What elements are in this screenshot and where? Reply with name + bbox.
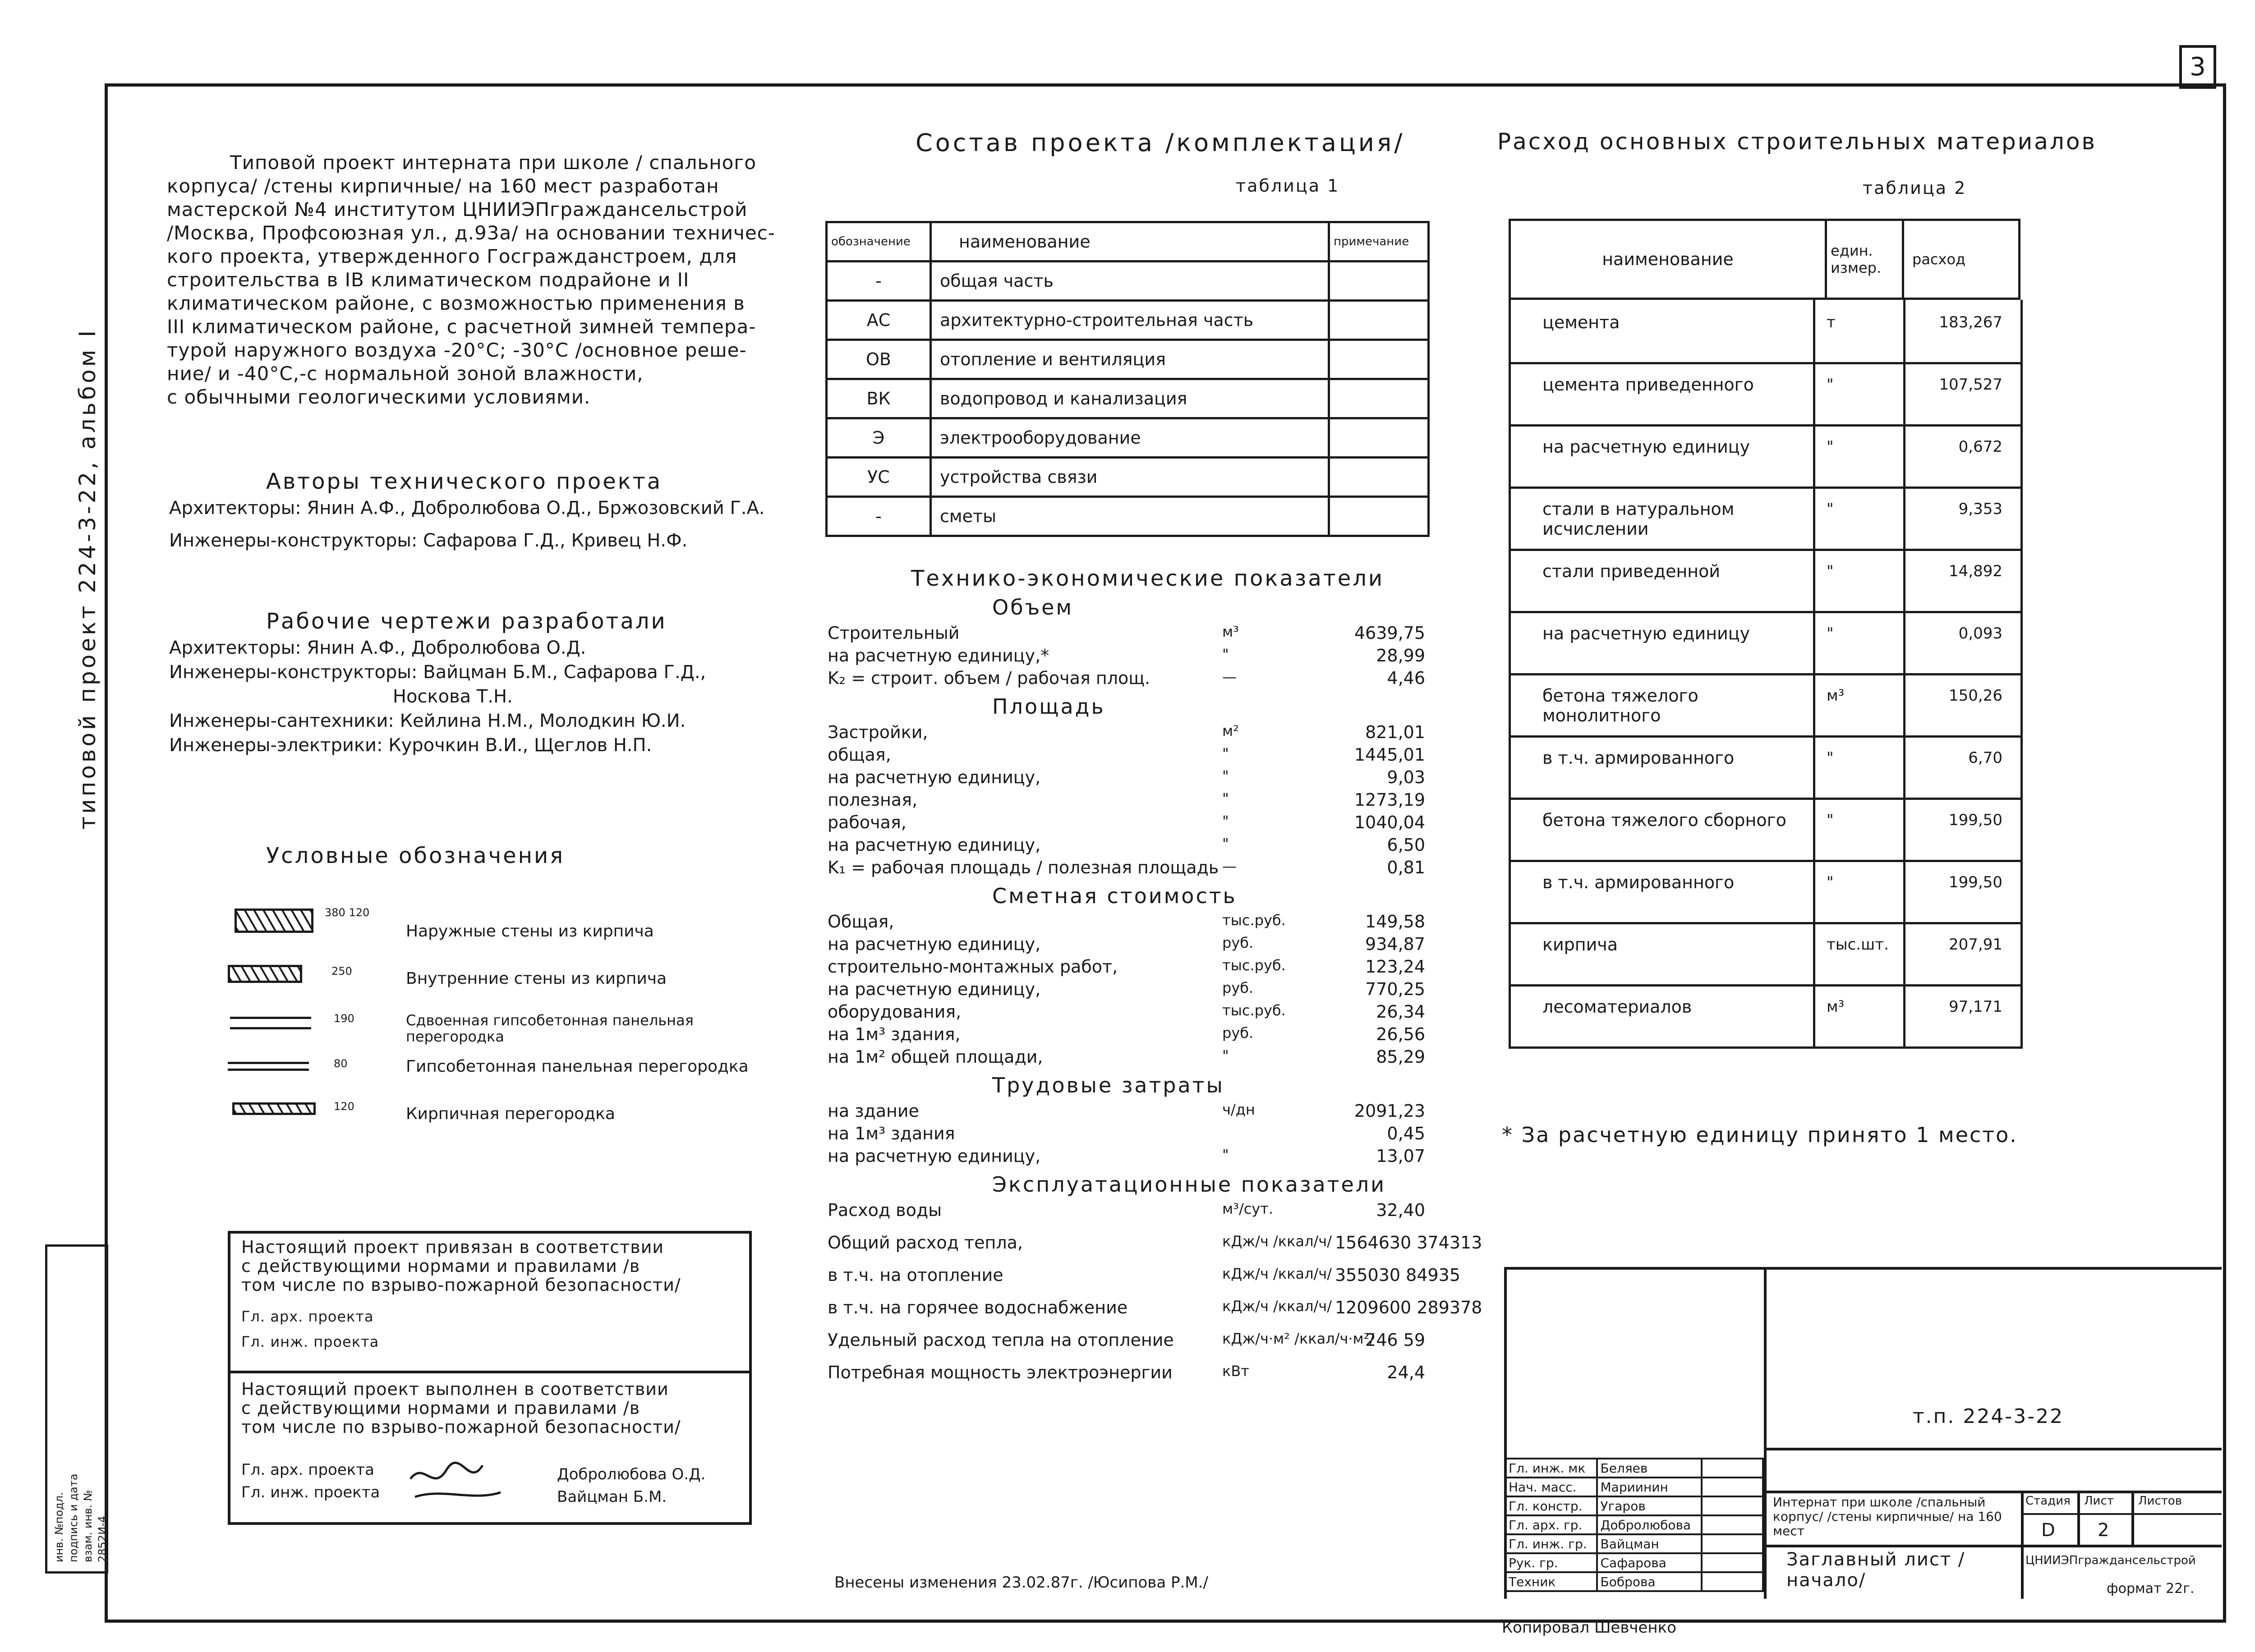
- tei-row-label: полезная,: [828, 790, 918, 810]
- tei-row-unit: кДж/ч /ккал/ч/: [1222, 1298, 1332, 1315]
- tei-row-value: 0,45: [1387, 1124, 1425, 1143]
- table-row: Гл. арх. гр. Добролюбова: [1505, 1515, 1763, 1534]
- tei-row-unit: кДж/ч /ккал/ч/: [1222, 1233, 1332, 1250]
- table1-header-code: обозначение: [827, 222, 931, 262]
- footnote: * За расчетную единицу принято 1 место.: [1502, 1123, 2018, 1147]
- material-name: кирпича: [1542, 935, 1618, 954]
- project-code: т.п. 224-3-22: [1913, 1405, 2064, 1428]
- material-value: 183,267: [1939, 313, 2002, 331]
- material-name: на расчетную единицу: [1542, 437, 1750, 457]
- material-unit: м³: [1827, 998, 1845, 1016]
- tei-row-value: 149,58: [1365, 912, 1425, 932]
- tei-row-unit: ": [1222, 1047, 1229, 1064]
- table-row: - сметы: [827, 497, 1429, 536]
- left-stamp-sign: подпись и дата: [67, 1473, 80, 1562]
- tei-row-label: на здание: [828, 1101, 919, 1121]
- tei-row-unit: ": [1222, 767, 1229, 785]
- tei-row-value: 1209600 289378: [1335, 1298, 1482, 1317]
- legend-label-4: Кирпичная перегородка: [406, 1105, 615, 1123]
- tei-row-value: 32,40: [1376, 1200, 1425, 1220]
- tei-row-unit: руб.: [1222, 1024, 1254, 1042]
- left-stamp: [45, 1244, 108, 1574]
- tei-row-label: на расчетную единицу,: [828, 835, 1041, 855]
- table-row: ОВ отопление и вентиляция: [827, 340, 1429, 379]
- sheets-label: Листов: [2138, 1494, 2182, 1508]
- copied-by: Копировал Шевченко: [1502, 1619, 1676, 1637]
- table-row: - общая часть: [827, 262, 1429, 301]
- material-name: лесоматериалов: [1542, 997, 1692, 1017]
- tei-row-unit: м³/сут.: [1222, 1200, 1274, 1217]
- table2: [1509, 219, 2020, 300]
- tei-row-value: 4,46: [1387, 668, 1425, 688]
- tei-row-unit: ": [1222, 812, 1229, 830]
- legend-dims-4: 120: [334, 1100, 354, 1113]
- tei-row-label: рабочая,: [828, 812, 907, 832]
- tei-row-value: 4639,75: [1354, 623, 1425, 643]
- table-row: [1509, 362, 2023, 427]
- legend-label-2: Сдвоенная гипсобетонная панельная перегородка: [406, 1012, 694, 1045]
- tei-row-value: 821,01: [1365, 722, 1425, 742]
- tei-row-value: 85,29: [1376, 1047, 1425, 1067]
- tei-row-value: 28,99: [1376, 646, 1425, 665]
- tei-row-unit: ": [1222, 835, 1229, 852]
- legend-dims-1: 250: [331, 965, 352, 977]
- table2-header-value: расход: [1903, 220, 2020, 299]
- tei-row-value: 26,34: [1376, 1002, 1425, 1022]
- tei-row-value: 355030 84935: [1335, 1265, 1461, 1285]
- tei-row-value: 1564630 374313: [1335, 1233, 1482, 1253]
- changes-note: Внесены изменения 23.02.87г. /Юсипова Р.М./: [834, 1574, 1208, 1592]
- table-row: [1509, 798, 2023, 862]
- tei-row-value: 6,50: [1387, 835, 1425, 855]
- tei-row-unit: ": [1222, 745, 1229, 762]
- sheet-title: Заглавный лист /начало/: [1786, 1549, 1965, 1591]
- stage-value: D: [2041, 1520, 2055, 1541]
- tei-row-label: на 1м³ здания: [828, 1124, 955, 1143]
- table-row: Нач. масс. Мариинин: [1505, 1478, 1763, 1496]
- table-row: УС устройства связи: [827, 458, 1429, 497]
- tei-row-label: K₁ = рабочая площадь / полезная площадь: [828, 858, 1219, 877]
- tei-row-unit: руб.: [1222, 979, 1254, 996]
- material-unit: ": [1827, 562, 1834, 580]
- tei-row-unit: ": [1222, 790, 1229, 807]
- material-name: стали в натуральном исчислении: [1542, 499, 1735, 539]
- table1-title: Состав проекта /комплектация/: [916, 128, 1405, 157]
- material-name: бетона тяжелого сборного: [1542, 810, 1786, 830]
- material-name: на расчетную единицу: [1542, 624, 1750, 643]
- material-name: цемента: [1542, 312, 1620, 332]
- tei-section-title: Эксплуатационные показатели: [992, 1172, 1386, 1197]
- tei-row-unit: —: [1222, 668, 1237, 685]
- table-row: [1509, 860, 2023, 924]
- tei-row-value: 1273,19: [1354, 790, 1425, 810]
- tei-row-label: оборудования,: [828, 1002, 962, 1022]
- material-unit: ": [1827, 376, 1834, 394]
- tei-row-unit: тыс.руб.: [1222, 957, 1286, 974]
- material-unit: ": [1827, 873, 1834, 891]
- table-row: ВК водопровод и канализация: [827, 379, 1429, 418]
- material-name: в т.ч. армированного: [1542, 872, 1735, 892]
- stage-label: Стадия: [2025, 1494, 2071, 1508]
- legend-title: Условные обозначения: [266, 843, 565, 868]
- compliance-block-1: Настоящий проект привязан в соответствии с действующими нормами и правилами /в том числе по взрыво-пожарной безопасности/ Гл. арх. проекта Гл. инж. проекта: [241, 1237, 681, 1350]
- table-row: [1509, 984, 2023, 1049]
- table-row: Гл. инж. гр. Вайцман: [1505, 1534, 1763, 1553]
- table1-subtitle: таблица 1: [1236, 176, 1340, 196]
- table-row: Э электрооборудование: [827, 418, 1429, 458]
- tei-row-value: 24,4: [1387, 1363, 1425, 1382]
- sheet-number: 3: [2179, 45, 2216, 89]
- tei-row-label: на расчетную единицу,: [828, 979, 1041, 999]
- tei-row-label: на расчетную единицу,*: [828, 646, 1049, 665]
- sheet-label: Лист: [2084, 1494, 2114, 1508]
- tei-row-label: строительно-монтажных работ,: [828, 957, 1118, 977]
- authors-lines: Архитекторы: Янин А.Ф., Добролюбова О.Д., Бржозовский Г.А. Инженеры-конструкторы: Сафарова Г.Д., Кривец Н.Ф.: [169, 498, 765, 551]
- compliance-block-2: Настоящий проект выполнен в соответствии с действующими нормами и правилами /в том числе по взрыво-пожарной безопасности/: [241, 1379, 681, 1437]
- tei-section-title: Площадь: [992, 694, 1105, 719]
- table-row: [1509, 424, 2023, 489]
- tei-section-title: Сметная стоимость: [992, 884, 1237, 908]
- material-value: 107,527: [1939, 376, 2002, 394]
- material-value: 199,50: [1949, 873, 2002, 891]
- legend-label-3: Гипсобетонная панельная перегородка: [406, 1057, 749, 1076]
- tei-row-value: 13,07: [1376, 1146, 1425, 1166]
- material-unit: ": [1827, 749, 1834, 767]
- tei-row-unit: м³: [1222, 623, 1239, 640]
- left-stamp-inv: инв. №подл.: [53, 1492, 65, 1562]
- tei-section-title: Трудовые затраты: [992, 1073, 1224, 1097]
- tei-row-unit: ": [1222, 646, 1229, 663]
- material-value: 150,26: [1949, 687, 2002, 705]
- material-unit: ": [1827, 624, 1834, 642]
- left-stamp-number: 2852И-4: [96, 1516, 109, 1562]
- table-row: [1509, 549, 2023, 613]
- legend-double-partition-symbol: [230, 1017, 311, 1029]
- legend-inner-wall-symbol: [228, 965, 302, 983]
- tei-row-label: в т.ч. на горячее водоснабжение: [828, 1298, 1128, 1317]
- tei-row-value: 123,24: [1365, 957, 1425, 977]
- table-row: Гл. констр. Угаров: [1505, 1496, 1763, 1515]
- table2-header-name: наименование: [1510, 220, 1826, 299]
- legend-panel-partition-symbol: [228, 1062, 309, 1071]
- tei-row-value: 1040,04: [1354, 812, 1425, 832]
- material-unit: ": [1827, 438, 1834, 456]
- tei-row-unit: —: [1222, 858, 1237, 875]
- table-row: [1509, 611, 2023, 675]
- table-row: АС архитектурно-строительная часть: [827, 301, 1429, 340]
- table-row: [1509, 922, 2023, 987]
- signature-icon: [406, 1452, 505, 1506]
- table-row: [1509, 673, 2023, 738]
- tei-row-label: Расход воды: [828, 1200, 942, 1220]
- material-unit: ": [1827, 500, 1834, 518]
- tei-row-label: на 1м³ здания,: [828, 1024, 961, 1044]
- material-value: 199,50: [1949, 811, 2002, 829]
- table-row: [1509, 300, 2023, 364]
- legend-dims-3: 80: [334, 1057, 348, 1070]
- material-value: 6,70: [1968, 749, 2002, 767]
- tei-row-unit: тыс.руб.: [1222, 912, 1286, 929]
- table1: [825, 221, 1430, 537]
- table-row: [1509, 735, 2023, 800]
- tei-row-value: 770,25: [1365, 979, 1425, 999]
- tei-row-value: 26,56: [1376, 1024, 1425, 1044]
- legend-label-0: Наружные стены из кирпича: [406, 922, 654, 941]
- left-stamp-replace: взам. инв. №: [82, 1490, 94, 1562]
- material-value: 9,353: [1958, 500, 2002, 518]
- tei-row-label: Строительный: [828, 623, 960, 643]
- tei-row-value: 934,87: [1365, 934, 1425, 954]
- tei-section-title: Объем: [992, 595, 1074, 620]
- material-name: бетона тяжелого монолитного: [1542, 686, 1698, 725]
- sheet-value: 2: [2098, 1520, 2109, 1541]
- material-value: 97,171: [1949, 998, 2002, 1016]
- material-unit: тыс.шт.: [1827, 936, 1889, 954]
- material-value: 207,91: [1949, 936, 2002, 954]
- staff-table: [1504, 1458, 1764, 1592]
- drawings-title: Рабочие чертежи разработали: [266, 609, 667, 634]
- material-unit: м³: [1827, 687, 1845, 705]
- intro-paragraph: Типовой проект интерната при школе / спального корпуса/ /стены кирпичные/ на 160 мест разработан мастерской №4 институтом ЦНИИЭПграждансельстрой /Москва, Профсоюзная ул., д.93а/ на основании техничес- кого проекта, утвержденного Госгражданстроем, для строительства в IВ климатическом подрайоне и II климатическом районе, с возможностью применения в III климатическом районе, с расчетной зимней темпера- турой наружного воздуха -20°С; -30°С /основное реше- ние/ и -40°С,-с нормальной зоной влажности, с обычными геологическими условиями.: [167, 151, 775, 408]
- org-name: ЦНИИЭПграждансельстрой: [2025, 1554, 2196, 1567]
- tei-title: Технико-экономические показатели: [911, 566, 1385, 591]
- legend-label-1: Внутренние стены из кирпича: [406, 969, 667, 988]
- tei-row-label: Общий расход тепла,: [828, 1233, 1023, 1253]
- compliance-sign-arch: Гл. арх. проекта Добролюбова О.Д.: [241, 1461, 706, 1483]
- table-row: Гл. инж. мк Беляев: [1505, 1459, 1763, 1478]
- tei-row-unit: кВт: [1222, 1363, 1249, 1380]
- table2-subtitle: таблица 2: [1863, 178, 1967, 198]
- material-name: цемента приведенного: [1542, 375, 1754, 395]
- tei-row-value: 1445,01: [1354, 745, 1425, 765]
- tei-row-unit: ": [1222, 1146, 1229, 1163]
- material-name: стали приведенной: [1542, 561, 1721, 581]
- material-value: 0,672: [1958, 438, 2002, 456]
- tei-row-unit: м²: [1222, 722, 1239, 739]
- tei-row-value: 9,03: [1387, 767, 1425, 787]
- table1-header-name: наименование: [931, 222, 1329, 262]
- project-description: Интернат при школе /спальный корпус/ /стены кирпичные/ на 160 мест: [1773, 1495, 2002, 1538]
- tei-row-unit: кДж/ч /ккал/ч/: [1222, 1265, 1332, 1282]
- tei-row-label: общая,: [828, 745, 891, 765]
- tei-row-unit: ч/дн: [1222, 1101, 1255, 1118]
- tei-row-label: на 1м² общей площади,: [828, 1047, 1043, 1067]
- material-unit: т: [1827, 313, 1836, 331]
- tei-row-label: Общая,: [828, 912, 894, 932]
- tei-row-label: в т.ч. на отопление: [828, 1265, 1003, 1285]
- tei-row-value: 0,81: [1387, 858, 1425, 877]
- tei-row-unit: руб.: [1222, 934, 1254, 951]
- tei-row-value: 2091,23: [1354, 1101, 1425, 1121]
- tei-row-unit: кДж/ч·м² /ккал/ч·м²/: [1222, 1330, 1375, 1347]
- drawings-lines: Архитекторы: Янин А.Ф., Добролюбова О.Д. Инженеры-конструкторы: Вайцман Б.М., Сафарова Г.Д., Носкова Т.Н. Инженеры-сантехники: Кейлина Н.М., Молодкин Ю.И. Инженеры-электрики: Курочкин В.И., Щеглов Н.П.: [169, 638, 706, 756]
- table2-title: Расход основных строительных материалов: [1497, 128, 2097, 155]
- tei-row-label: K₂ = строит. объем / рабочая площ.: [828, 668, 1151, 688]
- format-label: формат 22г.: [2107, 1581, 2195, 1597]
- legend-dims-2: 190: [334, 1012, 354, 1025]
- tei-row-label: Удельный расход тепла на отопление: [828, 1330, 1174, 1350]
- material-unit: ": [1827, 811, 1834, 829]
- legend-dims-0: 380 120: [325, 906, 370, 919]
- tei-row-label: на расчетную единицу,: [828, 934, 1041, 954]
- table2-header-unit: един. измер.: [1826, 220, 1903, 299]
- material-value: 14,892: [1949, 562, 2002, 580]
- material-name: в т.ч. армированного: [1542, 748, 1735, 768]
- tei-row-label: на расчетную единицу,: [828, 767, 1041, 787]
- album-label: типовой проект 224-3-22, альбом I: [74, 328, 101, 830]
- tei-row-unit: тыс.руб.: [1222, 1002, 1286, 1019]
- legend-outer-wall-symbol: [235, 909, 313, 933]
- tei-row-label: Застройки,: [828, 722, 928, 742]
- authors-title: Авторы технического проекта: [266, 469, 663, 494]
- table1-header-note: примечание: [1329, 222, 1429, 262]
- tei-row-label: Потребная мощность электроэнергии: [828, 1363, 1173, 1382]
- tei-row-value: 246 59: [1365, 1330, 1425, 1350]
- tei-row-label: на расчетную единицу,: [828, 1146, 1041, 1166]
- compliance-sign-eng: Гл. инж. проекта Вайцман Б.М.: [241, 1483, 667, 1506]
- table-row: Техник Боброва: [1505, 1572, 1763, 1591]
- legend-brick-partition-symbol: [232, 1102, 316, 1115]
- table-row: [1509, 486, 2023, 551]
- material-value: 0,093: [1958, 624, 2002, 642]
- table-row: Рук. гр. Сафарова: [1505, 1553, 1763, 1572]
